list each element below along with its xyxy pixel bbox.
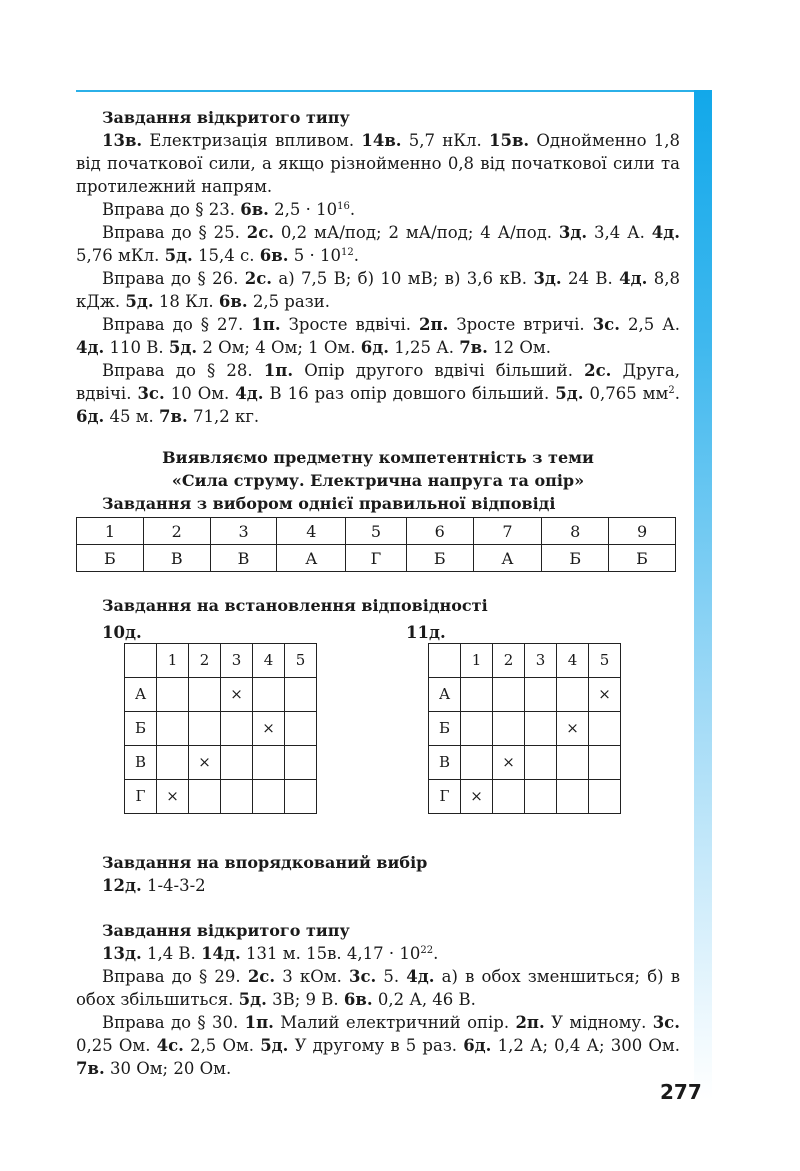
answer-letter: Г [346,545,407,572]
question-number: 7 [473,518,542,545]
table-row: В × [429,746,621,780]
answer-paragraph: Вправа до § 26. 2с. а) 7,5 В; б) 10 мВ; в) 3,6 кВ. 3д. 24 В. 4д. 8,8 кДж. 5д. 18 Кл. 6в. 2,5 рази. [76,269,681,311]
question-number: 8 [542,518,609,545]
matching-grids [76,623,680,831]
question-number: 1 [77,518,144,545]
grid-a-label: 10д. [102,623,142,642]
question-number: 5 [346,518,407,545]
answer-letter: А [473,545,542,572]
grid-b-label: 11д. [406,623,446,642]
ordering-answer: 12д. 1-4-3-2 [102,876,206,895]
ordering-heading: Завдання на впорядкований вибір [102,853,428,872]
answer-paragraph: Вправа до § 29. 2с. 3 кОм. 3с. 5. 4д. а) в обох зменшиться; б) в обох збільшиться. 5д. 3В; 9 В. 6в. 0,2 А, 46 В. [76,967,680,1009]
question-number: 9 [609,518,676,545]
answer-letter: Б [609,545,676,572]
table-row: Г × [125,780,317,814]
answer-letter: Б [542,545,609,572]
answer-paragraph: 13в. Електризація впливом. 14в. 5,7 нКл. 15в. Однойменно 1,8 від початкової сили, а якщо різнойменно 0,8 від початкової сили та протилежний напрям. [76,131,681,196]
answer-paragraph: Вправа до § 27. 1п. Зросте вдвічі. 2п. Зросте втричі. 3с. 2,5 А. 4д. 110 В. 5д. 2 Ом; 4 Ом; 1 Ом. 6д. 1,25 А. 7в. 12 Ом. [76,315,680,357]
answer-letter: Б [406,545,473,572]
question-number: 4 [277,518,346,545]
answer-paragraph: Вправа до § 23. 6в. $2,5 \cdot 10^{16}$. [102,200,356,219]
question-number: 3 [210,518,277,545]
answer-letter: В [210,545,277,572]
table-row: А × [429,678,621,712]
page-number: 277 [660,1080,702,1104]
answer-letter: А [277,545,346,572]
table-row: 1 2 3 4 5 [125,644,317,678]
competence-title-line2: «Сила струму. Електрична напруга та опір» [171,471,585,490]
question-number: 6 [406,518,473,545]
table-row: Г × [429,780,621,814]
matching-grid-11 [428,643,621,814]
answer-paragraph: Вправа до § 28. 1п. Опір другого вдвічі більший. 2с. Друга, вдвічі. 3с. 10 Ом. 4д. В 16 раз опір довшого більший. 5д. 0,765 $мм^2$. 6д. 45 м. 7в. 71,2 кг. [76,361,680,426]
table-row: Б × [429,712,621,746]
matching-heading: Завдання на встановлення відповідності [102,596,488,615]
section2-heading: Завдання відкритого типу [102,921,350,940]
page-content [76,106,680,1080]
question-number: 2 [143,518,210,545]
table-row [77,518,676,545]
top-rule [76,90,694,92]
answers-table [76,517,676,572]
answer-paragraph: Вправа до § 30. 1п. Малий електричний опір. 2п. У мідному. 3с. 0,25 Ом. 4с. 2,5 Ом. 5д. У другому в 5 раз. 6д. 1,2 А; 0,4 А; 300 Ом. 7в. 30 Ом; 20 Ом. [76,1013,680,1078]
side-decor-bar [694,90,712,1100]
table-row: 1 2 3 4 5 [429,644,621,678]
answer-letter: В [143,545,210,572]
answer-paragraph: Вправа до § 25. 2с. 0,2 мА/под; 2 мА/под; 4 А/под. 3д. 3,4 А. 4д. 5,76 мКл. 5д. 15,4 с. 6в. $5 \cdot 10^{12}$. [76,223,681,265]
section1-heading: Завдання відкритого типу [102,108,350,127]
single-choice-heading: Завдання з вибором однієї правильної відповіді [102,494,556,513]
matching-grid-10 [124,643,317,814]
competence-title-line1: Виявляємо предметну компетентність з теми [162,448,594,467]
answer-paragraph: 13д. 1,4 В. 14д. 131 м. 15в. $4,17 \cdot 10^{22}$. [102,944,439,963]
table-row [77,545,676,572]
table-row: В × [125,746,317,780]
answer-letter: Б [77,545,144,572]
table-row: А × [125,678,317,712]
table-row: Б × [125,712,317,746]
